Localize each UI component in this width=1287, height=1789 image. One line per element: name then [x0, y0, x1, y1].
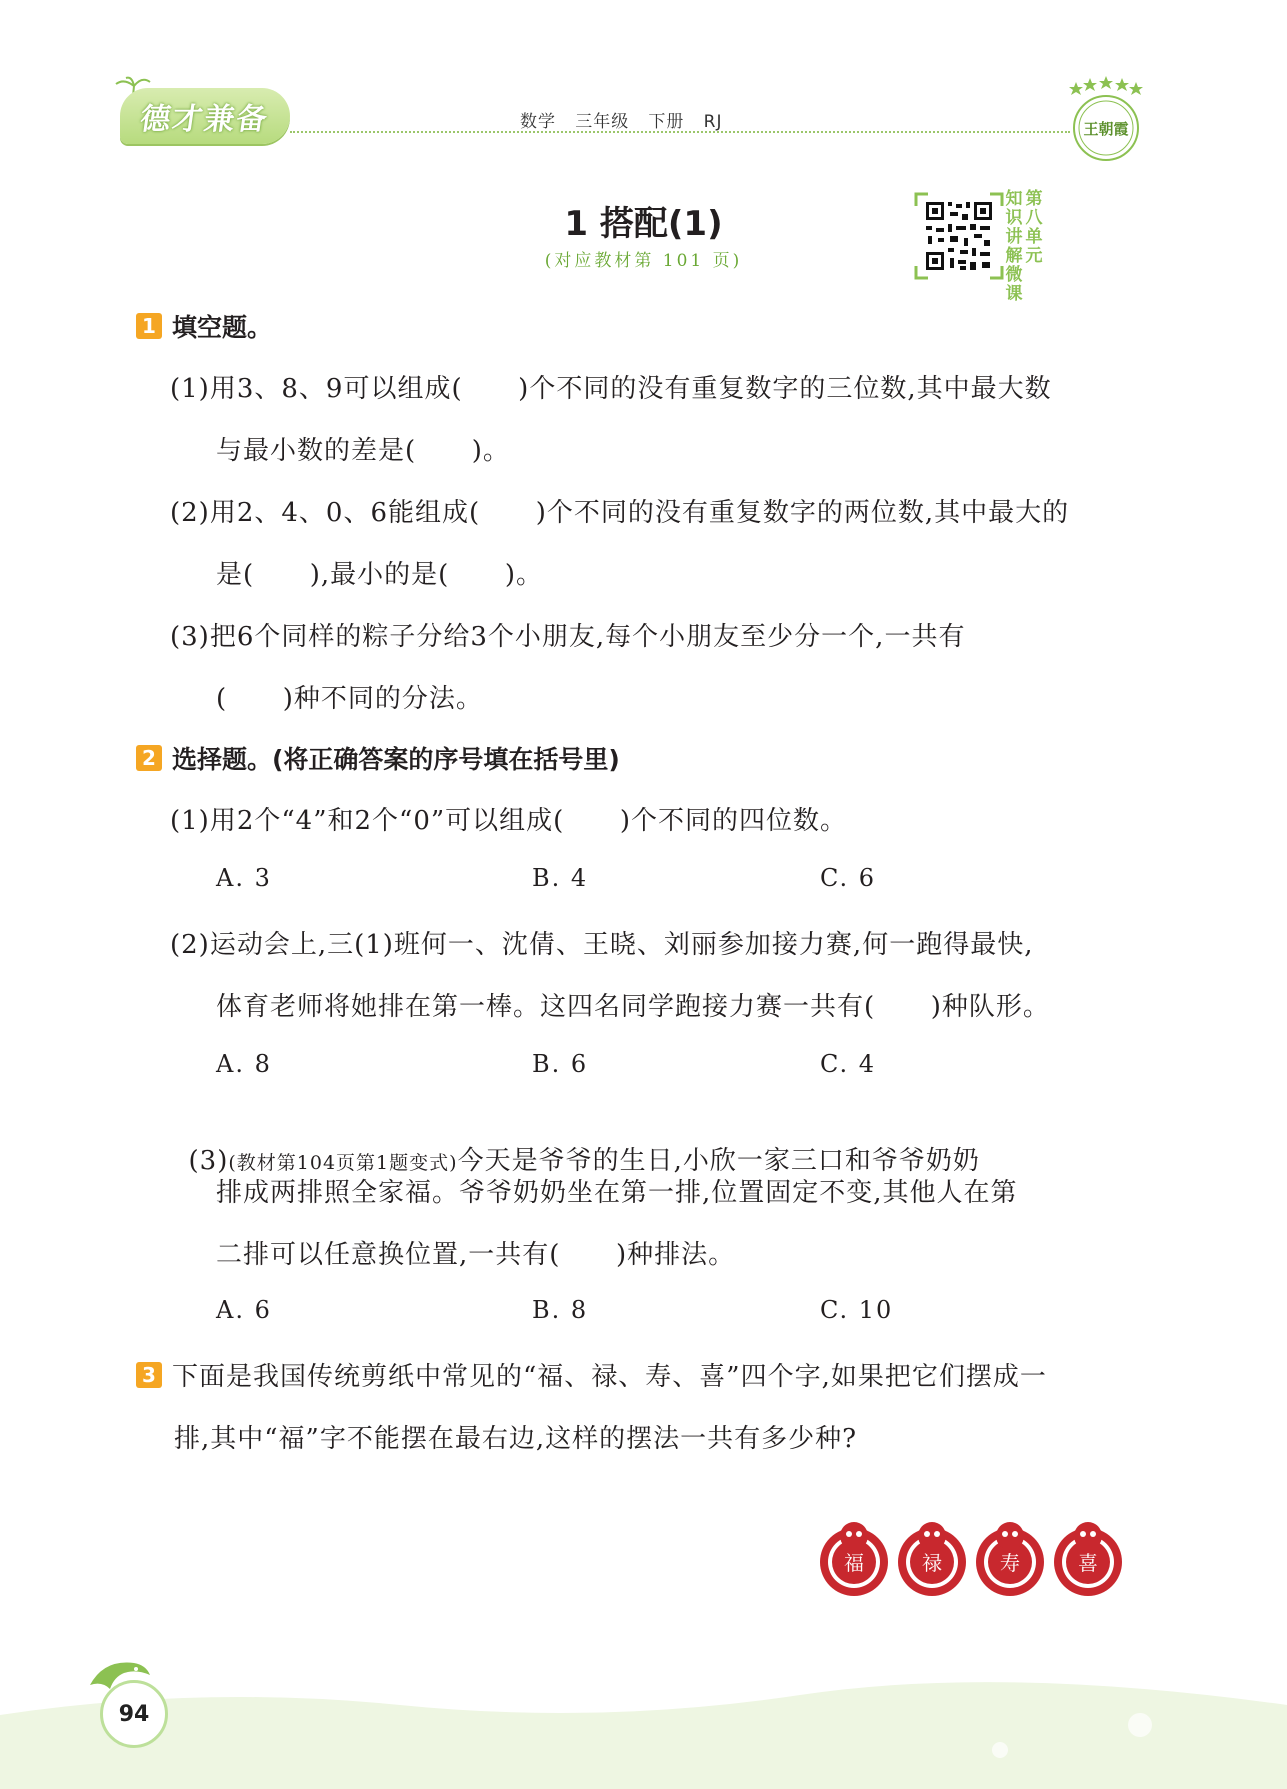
question-line: (2)运动会上,三(1)班何一、沈倩、王晓、刘丽参加接力赛,何一跑得最快, — [170, 930, 1034, 960]
textbook-variant-note: (教材第104页第1题变式) — [228, 1152, 458, 1174]
question-line: (2)用2、4、0、6能组成( )个不同的没有重复数字的两位数,其中最大的 — [170, 498, 1070, 528]
option-c: C. 6 — [820, 864, 877, 892]
question-line: (3)把6个同样的粽子分给3个小朋友,每个小朋友至少分一个,一共有 — [170, 622, 966, 652]
option-b: B. 8 — [532, 1296, 589, 1324]
svg-text:禄: 禄 — [922, 1551, 942, 1575]
papercut-shou — [976, 1522, 1044, 1596]
footer-decoration — [0, 1655, 1287, 1789]
question-line: 排,其中“福”字不能摆在最右边,这样的摆法一共有多少种? — [174, 1424, 858, 1454]
qr-label-knowledge: 知 识 讲 解 微 课 — [1005, 189, 1023, 304]
question-2-header — [136, 740, 620, 776]
svg-text:王朝霞: 王朝霞 — [1083, 120, 1129, 138]
question-line: (1)用2个“4”和2个“0”可以组成( )个不同的四位数。 — [170, 806, 848, 836]
question-title: 填空题。 — [172, 313, 273, 342]
brand-logo: 德才兼备 — [120, 88, 290, 144]
svg-text:喜: 喜 — [1078, 1551, 1098, 1575]
question-line: 二排可以任意换位置,一共有( )种排法。 — [216, 1240, 736, 1270]
textbook-reference: (对应教材第 101 页) — [544, 251, 743, 271]
question-line: ( )种不同的分法。 — [216, 684, 483, 714]
question-number: 1 — [136, 313, 162, 339]
option-c: C. 10 — [820, 1296, 894, 1324]
option-b: B. 6 — [532, 1050, 589, 1078]
question-1-header — [136, 308, 272, 344]
question-line: 体育老师将她排在第一棒。这四名同学跑接力赛一共有( )种队形。 — [216, 992, 1050, 1022]
qr-code-icon[interactable] — [914, 192, 1004, 280]
option-a: A. 3 — [216, 864, 272, 892]
question-number: 3 — [136, 1362, 162, 1388]
option-a: A. 8 — [216, 1050, 272, 1078]
author-seal-logo — [1066, 76, 1146, 166]
papercut-lu — [898, 1522, 966, 1596]
papercut-fu — [820, 1522, 888, 1596]
question-number: 2 — [136, 745, 162, 771]
question-line: 是( ),最小的是( )。 — [216, 560, 544, 590]
question-line: (1)用3、8、9可以组成( )个不同的没有重复数字的三位数,其中最大数 — [170, 374, 1052, 404]
question-3-header — [136, 1356, 1047, 1393]
question-title: 选择题。(将正确答案的序号填在括号里) — [172, 745, 620, 774]
question-line: 与最小数的差是( )。 — [216, 436, 510, 466]
page-number: 94 — [100, 1680, 168, 1748]
papercut-xi — [1054, 1522, 1122, 1596]
header-meta: 数学 三年级 下册 RJ — [520, 112, 723, 132]
svg-text:寿: 寿 — [1000, 1551, 1020, 1575]
option-b: B. 4 — [532, 864, 589, 892]
page-title: 1 搭配(1) — [564, 204, 723, 244]
question-line: 下面是我国传统剪纸中常见的“福、禄、寿、喜”四个字,如果把它们摆成一 — [172, 1362, 1047, 1392]
qr-label-unit: 第 八 单 元 — [1025, 189, 1043, 266]
papercut-illustrations — [814, 1510, 1132, 1610]
option-a: A. 6 — [216, 1296, 272, 1324]
question-line: 排成两排照全家福。爷爷奶奶坐在第一排,位置固定不变,其他人在第 — [216, 1178, 1018, 1208]
option-c: C. 4 — [820, 1050, 877, 1078]
svg-text:福: 福 — [844, 1551, 864, 1575]
question-line: (3)(教材第104页第1题变式)今天是爷爷的生日,小欣一家三口和爷爷奶奶 — [188, 1146, 980, 1176]
